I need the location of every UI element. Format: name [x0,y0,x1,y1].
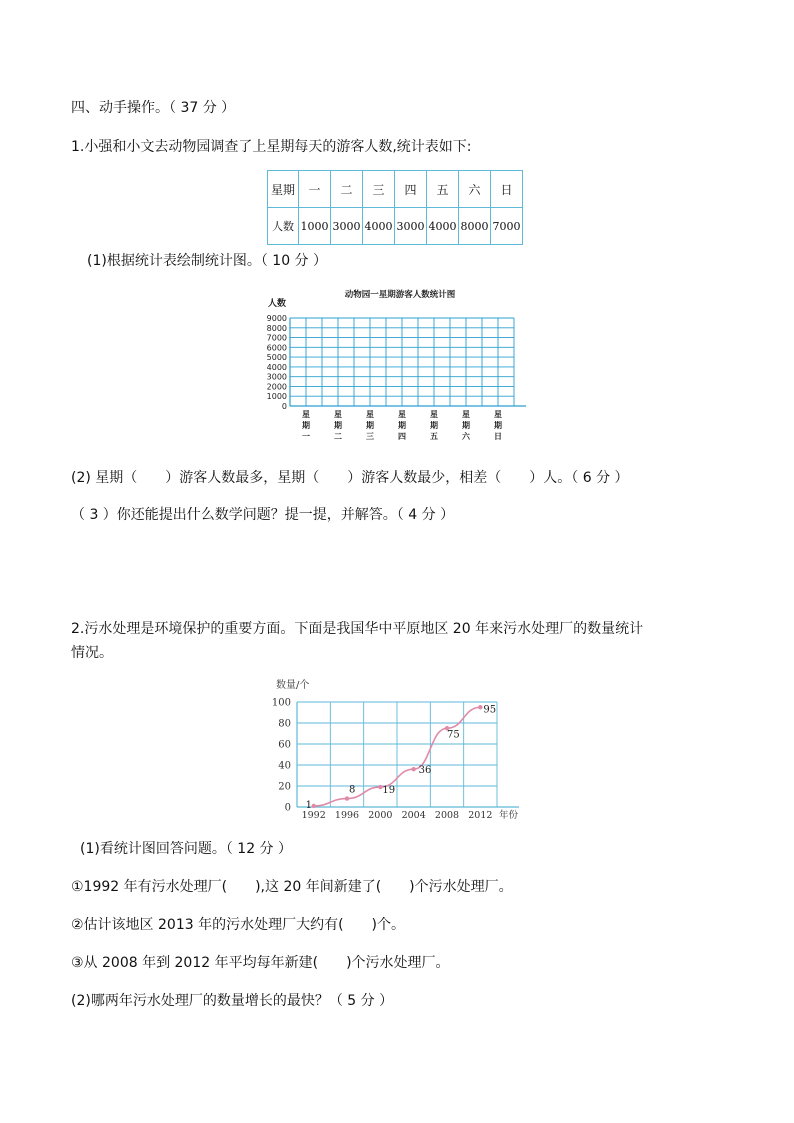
grid-y-tick-label: 8000 [266,323,287,333]
grid-x-tick-label: 期 [494,421,502,430]
table-cell-day: 三 [363,171,395,208]
grid-x-tick-label: 期 [366,421,374,430]
table-cell-day: 二 [331,171,363,208]
line-chart-y-tick-label: 80 [278,718,291,730]
line-chart-data-point [311,804,315,808]
grid-x-tick-label: 四 [398,432,406,441]
grid-x-tick-label: 星 [302,410,310,419]
line-chart-data-label: 36 [418,765,432,777]
grid-y-tick-label: 1000 [266,392,287,402]
line-chart-y-tick-label: 60 [278,739,291,751]
line-chart-data-label: 75 [447,729,460,741]
line-chart-data-point [411,767,415,771]
table-cell-day: 一 [299,171,331,208]
grid-y-tick-label: 7000 [266,333,287,343]
line-chart-data-point [345,796,349,800]
line-chart-x-tick-label: 2000 [368,810,393,821]
line-chart-x-tick-label: 1992 [301,810,326,821]
grid-y-tick-label: 5000 [266,353,287,363]
line-chart-data-label: 8 [349,784,356,796]
line-chart-x-label: 年份 [499,810,519,821]
line-chart-data-label: 19 [382,785,396,797]
line-chart-x-tick-label: 2008 [434,810,460,821]
grid-chart-y-label: 人数 [268,299,287,309]
q2-part2: (2)哪两年污水处理厂的数量增长的最快？（ 5 分 ） [71,993,394,1009]
line-chart-data-label: 95 [483,704,497,716]
table-cell-count: 3000 [395,208,427,245]
q2-question-c: ③从 2008 年到 2012 年平均每年新建( )个污水处理厂。 [71,955,450,971]
grid-x-tick-label: 期 [334,421,342,430]
grid-y-tick-label: 6000 [266,343,287,353]
grid-x-tick-label: 星 [366,410,374,419]
q2-question-a: ①1992 年有污水处理厂( ),这 20 年间新建了( )个污水处理厂。 [71,879,513,895]
line-chart-y-tick-label: 40 [278,760,291,772]
q1-intro: 1.小强和小文去动物园调查了上星期每天的游客人数,统计表如下: [71,139,472,155]
line-chart-x-tick-label: 1996 [334,810,360,821]
line-chart-y-tick-label: 20 [278,781,291,793]
q2-intro-line1: 2.污水处理是环境保护的重要方面。下面是我国华中平原地区 20 年来污水处理厂的数量统计 [71,621,644,637]
grid-x-tick-label: 星 [398,410,406,419]
table-cell-count: 3000 [331,208,363,245]
table-cell-day: 日 [491,171,523,208]
grid-x-tick-label: 日 [494,432,502,441]
grid-x-tick-label: 星 [462,410,470,419]
q2-intro-line2: 情况。 [71,645,113,661]
line-chart-y-tick-label: 0 [284,802,291,814]
line-chart-y-label: 数量/个 [276,680,310,691]
grid-chart-title: 动物园一星期游客人数统计图 [344,290,456,300]
table-header-count: 人数 [268,208,299,245]
q2-part1: (1)看统计图回答问题。（ 12 分 ） [80,841,292,857]
table-header-weekday: 星期 [268,171,299,208]
table-cell-day: 四 [395,171,427,208]
grid-y-tick-label: 9000 [266,314,287,323]
table-cell-count: 4000 [427,208,459,245]
grid-x-tick-label: 期 [462,421,470,430]
grid-x-tick-label: 五 [430,432,438,441]
grid-x-tick-label: 星 [494,410,502,419]
grid-x-tick-label: 六 [462,432,470,441]
table-cell-count: 8000 [459,208,491,245]
q1-part2: (2) 星期（ ）游客人数最多，星期（ ）游客人数最少，相差（ ）人。（ 6 分 ） [71,470,629,486]
table-cell-day: 六 [459,171,491,208]
grid-x-tick-label: 星 [334,410,342,419]
grid-x-tick-label: 期 [302,421,310,430]
line-chart-x-tick-label: 2004 [401,810,426,821]
line-chart-x-tick-label: 2012 [468,810,493,821]
grid-x-tick-label: 期 [430,421,438,430]
line-chart-data-point [478,705,482,709]
grid-x-tick-label: 一 [302,432,310,441]
grid-x-tick-label: 期 [398,421,406,430]
line-chart-data-label: 1 [305,799,313,811]
grid-y-tick-label: 3000 [266,372,287,382]
line-chart-y-tick-label: 100 [271,697,291,709]
grid-y-tick-label: 4000 [266,362,287,372]
table-cell-count: 1000 [299,208,331,245]
section-title: 四、动手操作。（ 37 分 ） [71,100,236,116]
q1-part1: (1)根据统计表绘制统计图。（ 10 分 ） [87,253,327,269]
grid-y-tick-label: 2000 [266,382,287,392]
grid-x-tick-label: 三 [366,432,374,441]
table-cell-count: 4000 [363,208,395,245]
grid-y-tick-label: 0 [281,402,287,411]
grid-x-tick-label: 星 [430,410,438,419]
q1-part3: （ 3 ）你还能提出什么数学问题？提一提，并解答。（ 4 分 ） [71,507,455,523]
q2-question-b: ②估计该地区 2013 年的污水处理厂大约有( )个。 [71,917,406,933]
table-cell-count: 7000 [491,208,523,245]
table-cell-day: 五 [427,171,459,208]
grid-x-tick-label: 二 [334,432,342,441]
